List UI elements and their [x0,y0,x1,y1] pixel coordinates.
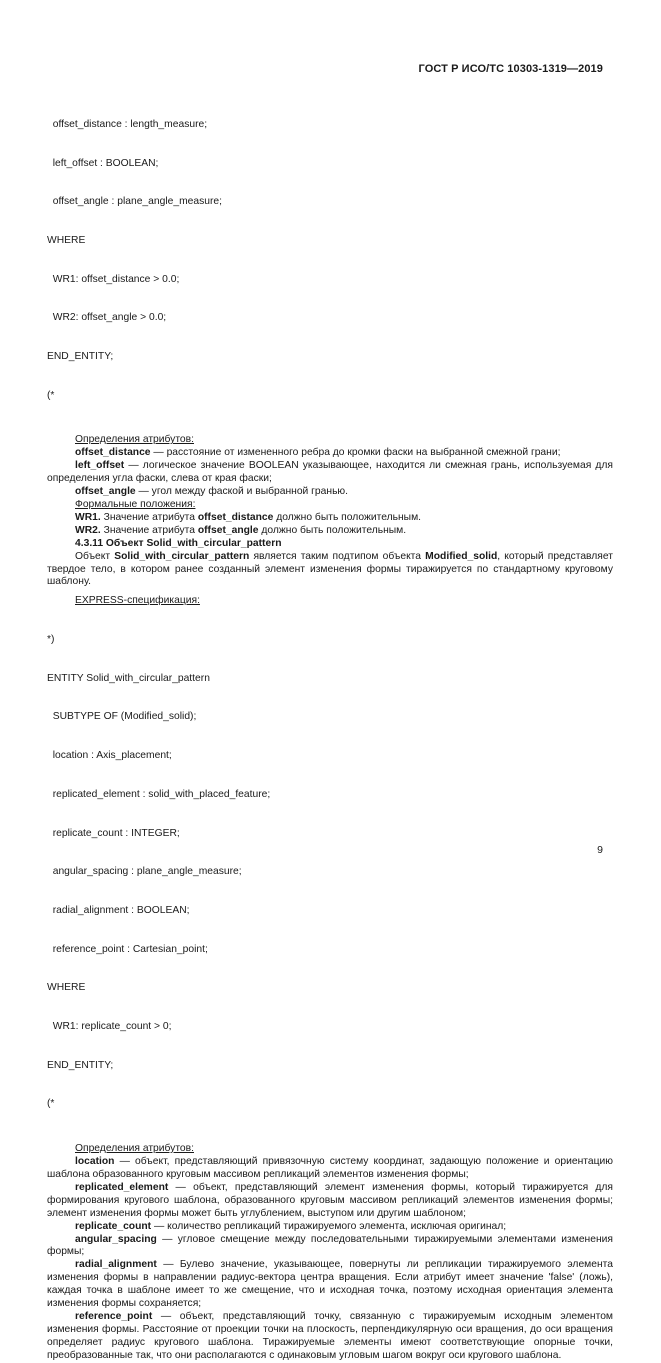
attr-definitions-heading: Определения атрибутов: [75,434,194,446]
formal-rules-heading: Формальные положения: [75,498,196,510]
rule-wr1: WR1. Значение атрибута offset_distance должно быть положительным. [75,511,422,523]
def-left-offset: left_offset — логическое значение BOOLEAN указывающее, находится ли смежная грань, используемая для определения угла фаски, слева от края фаски; [47,460,613,485]
express-spec-heading: EXPRESS-спецификация: [75,595,200,607]
section-intro: Объект Solid_with_circular_pattern является таким подтипом объекта Modified_solid, который представляет твердое тело, в котором ранее созданный элемент изменения формы тиражируется по стандартному круговому шаблону. [47,550,613,588]
def-replicate-count: replicate_count — количество репликаций тиражируемого элемента, исключая оригинал; [75,1220,507,1232]
code-line: WR1: offset_distance > 0.0; [47,273,180,285]
express-code-block-1 [47,93,613,428]
code-line: *) [47,634,55,646]
def-replicated-element: replicated_element — объект, представляющий элемент изменения формы, который тиражируется для формирования кругового шаблона, образованного круговым массивом репликаций элементов изменения формы; элемент изменения формы может быть углублением, выступом или другим шаблоном; [47,1181,613,1219]
code-line: offset_angle : plane_angle_measure; [47,196,222,208]
code-line: WR2: offset_angle > 0.0; [47,312,167,324]
def-angular-spacing: angular_spacing — угловое смещение между последовательными тиражируемыми элементами изменения формы; [47,1233,613,1258]
code-line: END_ENTITY; [47,1059,114,1071]
code-line: WR1: replicate_count > 0; [47,1021,172,1033]
code-line: ENTITY Solid_with_circular_pattern [47,672,210,684]
code-line: WHERE [47,234,86,246]
code-line: SUBTYPE OF (Modified_solid); [47,711,197,723]
def-radial-alignment: radial_alignment — Булево значение, указывающее, повернуты ли репликации тиражируемого элемента изменения формы в направлении радиус-вектора центра вращения. Если атрибут имеет значение 'false' (ложь), каждая точка в шаблоне имеет то же смещение, что и исходная точка, поэтому исходная ориентация элемента изменения формы сохраняется; [47,1259,613,1310]
code-line: WHERE [47,982,86,994]
page-number: 9 [597,844,603,856]
code-line: angular_spacing : plane_angle_measure; [47,866,242,878]
def-location: location — объект, представляющий привязочную систему координат, задающую положение и ориентацию шаблона образованного круговым массивом репликаций элементов изменения формы; [47,1156,613,1180]
code-line: (* [47,389,55,401]
code-line: (* [47,1098,55,1110]
page-content [47,93,613,1363]
express-code-block-2 [47,608,613,1137]
def-offset-distance: offset_distance — расстояние от измененного ребра до кромки фаски на выбранной смежной грани; [75,447,561,459]
def-offset-angle: offset_angle — угол между фаской и выбранной гранью. [75,486,349,498]
code-line: replicated_element : solid_with_placed_feature; [47,788,271,800]
attr-definitions-heading-2: Определения атрибутов: [75,1143,194,1155]
document-header: ГОСТ Р ИСО/ТС 10303-1319—2019 [418,63,603,75]
section-heading: 4.3.11 Объект Solid_with_circular_pattern [75,537,282,549]
rule-wr2: WR2. Значение атрибута offset_angle должно быть положительным. [75,524,407,536]
code-line: END_ENTITY; [47,351,114,363]
code-line: location : Axis_placement; [47,750,172,762]
code-line: reference_point : Cartesian_point; [47,943,208,955]
code-line: left_offset : BOOLEAN; [47,157,159,169]
code-line: radial_alignment : BOOLEAN; [47,904,190,916]
def-reference-point: reference_point — объект, представляющий точку, связанную с тиражируемым исходным элементом изменения формы. Расстояние от проекции точки на плоскость, перпендикулярную оси вращения, до оси вращения определяет радиус кругового шаблона. Тиражируемые элементы имеют соответствующие опорные точки, преобразованные так, что они располагаются с одинаковым угловым шагом вокруг оси кругового шаблона. [47,1310,613,1361]
code-line: replicate_count : INTEGER; [47,827,180,839]
code-line: offset_distance : length_measure; [47,118,208,130]
